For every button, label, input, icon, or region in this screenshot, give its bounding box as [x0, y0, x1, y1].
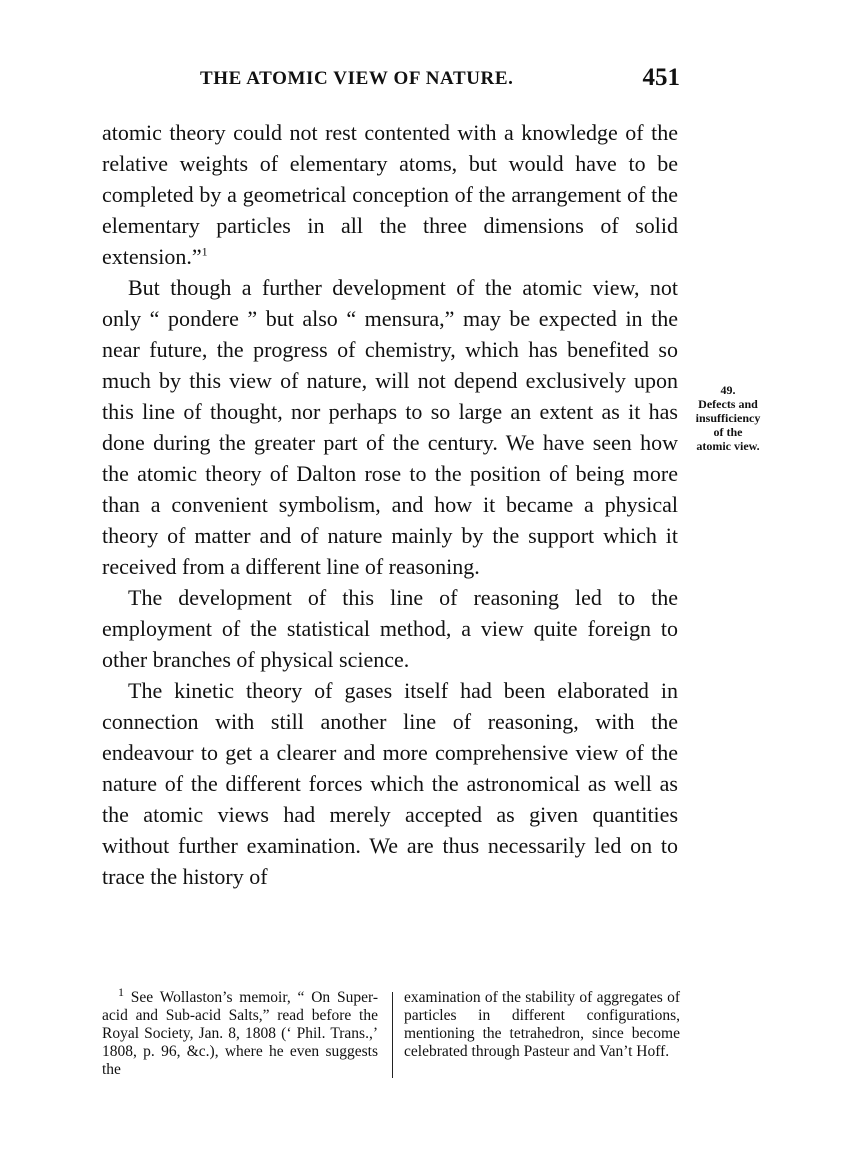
- body-text: [102, 117, 678, 892]
- paragraph-1: [102, 117, 678, 272]
- margin-note-line: Defects and: [698, 397, 758, 411]
- footnote-divider: [392, 992, 393, 1078]
- footnote-right-column: examination of the stability of aggregates of particles in different configurations, mentioning the tetrahedron, since become celebrated through Pasteur and Van’t Hoff.: [404, 989, 680, 1060]
- footnote-left-column: [102, 984, 378, 1079]
- page-header: [100, 64, 680, 98]
- page-number: 451: [642, 64, 680, 91]
- footnote-marker: 1: [118, 984, 124, 999]
- paragraph-3: The development of this line of reasoning led to the employment of the statistical method, a view quite foreign to other branches of physical science.: [102, 585, 678, 672]
- footnotes: [102, 984, 680, 1081]
- paragraph-4: The kinetic theory of gases itself had been elaborated in connection with still another line of reasoning, with the endeavour to get a clearer and more comprehensive view of the nature of the different forces which the astronomical as well as the atomic views had merely accepted as given quantities without further examination. We are thus necessarily led on to trace the history of: [102, 678, 678, 889]
- margin-note-number: 49.: [720, 383, 736, 397]
- margin-note: [682, 383, 774, 453]
- running-title: THE ATOMIC VIEW OF NATURE.: [200, 68, 514, 89]
- footnote-left-text: See Wollaston’s memoir, “ On Super-acid and Sub-acid Salts,” read before the Royal Society, Jan. 8, 1808 (‘ Phil. Trans.,’ 1808, p. 96, &c.), where he even suggests the: [102, 989, 378, 1078]
- paragraph-2: But though a further development of the atomic view, not only “ pondere ” but also “ mensura,” may be expected in the near future, the progress of chemistry, which has benefited so much by this view of nature, will not depend exclusively upon this line of thought, nor perhaps to so large an extent as it has done during the greater part of the century. We have seen how the atomic theory of Dalton rose to the position of being more than a convenient symbolism, and how it became a physical theory of matter and of nature mainly by the support which it received from a different line of reasoning.: [102, 275, 678, 579]
- margin-note-line: of the: [713, 425, 743, 439]
- footnote-ref: 1: [201, 244, 208, 259]
- margin-note-line: atomic view.: [696, 439, 760, 453]
- margin-note-line: insufficiency: [695, 411, 761, 425]
- paragraph-1-text: atomic theory could not rest contented with a knowledge of the relative weights of elementary atoms, but would have to be completed by a geometrical conception of the arrangement of the elementary particles in all the three dimensions of solid extension.”: [102, 120, 678, 269]
